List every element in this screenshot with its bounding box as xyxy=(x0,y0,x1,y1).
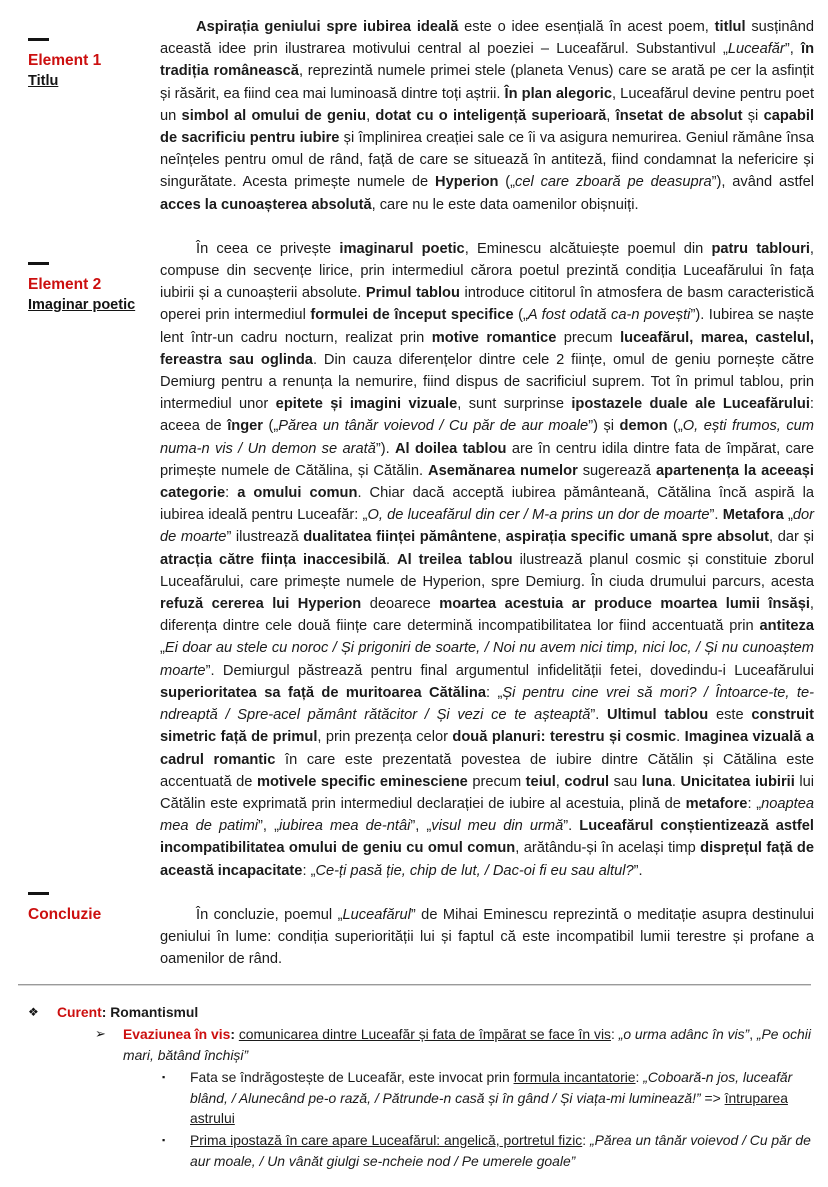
text-run: formulei de început specifice xyxy=(310,307,514,324)
text-run: („ xyxy=(262,418,279,435)
text-run: Prima ipostază în care apare Luceafărul: angelică, portretul fizic xyxy=(190,1132,583,1149)
text-run: susținând această idee prin ilustrarea motivului central al poeziei – Luceafărul. Substantivul „ xyxy=(160,19,814,58)
text-run: „o urma adânc în vis” xyxy=(618,1026,750,1043)
section-dash xyxy=(28,892,49,895)
text-run: imaginarul poetic xyxy=(339,240,465,257)
note-text xyxy=(123,1024,812,1066)
text-run: motive romantice xyxy=(431,329,557,346)
text-run: moartea acestuia ar produce moartea lumii însăși xyxy=(439,596,810,613)
text-run: , Eminescu alcătuiește poemul din xyxy=(464,240,712,257)
text-run: superioritatea sa față de muritoarea Cătălina xyxy=(160,684,486,701)
text-run: Luceafărul xyxy=(342,906,411,923)
text-run: noaptea mea de patimi xyxy=(160,795,815,835)
text-run: introduce cititorul în atmosfera de basm caracteristică operei prin intermediul xyxy=(160,285,814,324)
note-item xyxy=(0,1067,812,1129)
text-run: „Pe ochii mari, bătând închiși” xyxy=(123,1026,811,1063)
text-run: , compuse din secvențe lirice, prin intermediul cărora poetul prezintă condiția Luceafărului în fața iubirii și a cunoașterii absolute. xyxy=(160,240,814,302)
text-run: luceafărul, marea, castelul, fereastra sau oglinda xyxy=(160,329,814,368)
text-run: În ceea ce privește xyxy=(196,240,340,257)
text-run: „Coboară-n jos, luceafăr blând, / Alunecând pe-o rază, / Pătrunde-n casă și în gând / Și viața-mi luminează!” xyxy=(190,1068,793,1106)
text-run: În plan alegoric xyxy=(504,85,613,102)
text-run: („ xyxy=(513,307,528,324)
horizontal-divider xyxy=(18,984,811,986)
text-run: O, ești frumos, cum numa-n vis / Un demon se arată xyxy=(160,418,815,457)
text-run: precum xyxy=(467,773,526,790)
text-run: , dar și xyxy=(769,529,815,546)
text-run: : xyxy=(230,1026,239,1043)
text-run: : xyxy=(635,1068,644,1085)
text-run: Ei doar au stele cu noroc / Și prigoniri de soarte, / Noi nu avem nici timp, nici loc, / Și nu cunoaștem moarte xyxy=(160,640,814,679)
note-item xyxy=(0,1002,812,1023)
text-run: Imaginea vizuală a cadrul romantic xyxy=(160,729,814,768)
text-run: ”. xyxy=(563,818,580,835)
bullet-icon: ▪ xyxy=(162,1135,166,1146)
text-run: construit simetric față de primul xyxy=(160,707,814,746)
text-run: este o idee esențială în acest poem, xyxy=(458,19,715,35)
text-run: atracția către ființa inaccesibilă xyxy=(160,551,386,568)
text-run: Luceafăr xyxy=(727,41,785,58)
text-run: deoarece xyxy=(361,596,440,613)
text-run: Asemănarea numelor xyxy=(428,462,578,479)
note-text xyxy=(190,1130,812,1172)
text-run: formula incantatorie xyxy=(513,1068,636,1085)
text-run: ”). xyxy=(375,440,395,457)
section-title: Element 2 xyxy=(28,276,102,293)
text-run: => xyxy=(700,1089,725,1106)
text-run: metafore xyxy=(685,795,748,812)
text-run: . xyxy=(676,729,685,746)
text-run: epitete și imagini vizuale xyxy=(275,396,458,413)
text-run: sau xyxy=(609,773,642,790)
text-run: Aspirația geniului spre iubirea ideală xyxy=(196,19,459,35)
text-run: dor de moarte xyxy=(160,507,815,546)
text-run: ”). Iubirea se naște lent într-un cadru nocturn, realizat prin xyxy=(160,307,814,346)
text-run: Al doilea tablou xyxy=(394,440,507,457)
text-run: visul meu din urmă xyxy=(431,818,564,835)
text-run: patru tablouri xyxy=(711,240,810,257)
text-run: , arătându-și în același timp xyxy=(515,840,701,857)
text-run: este xyxy=(708,707,752,724)
text-run: ” ilustrează xyxy=(226,529,304,546)
text-run: Primul tablou xyxy=(365,285,460,302)
text-run: și împlinirea creației sale ce îi va asigura nemurirea. Geniul rămâne însa neînțeles pentru omul de rând, față de care se situează în antiteză, fiind condamnat la nefericire și singurătate. Acesta primește numele de xyxy=(160,130,814,191)
text-run: , xyxy=(497,529,506,546)
text-run: ”), având astfel xyxy=(711,174,814,191)
section-dash xyxy=(28,38,49,41)
text-run: acces la cunoașterea absolută xyxy=(160,196,372,213)
notes-list xyxy=(0,1002,812,1171)
note-text xyxy=(190,1067,812,1129)
section-subtitle: Imaginar poetic xyxy=(28,297,136,313)
text-run: demon xyxy=(619,418,668,435)
text-run: dualitatea ființei pământene xyxy=(303,529,498,546)
text-run: Metafora xyxy=(722,507,784,524)
text-run: . Din cauza diferențelor dintre cele 2 ființe, omul de geniu pornește către Demiurg pentru a renunța la nemurire, fiind dispus de sacrificiul suprem. Tot în primul tablou, prin intermediul unor xyxy=(160,351,814,413)
text-run: sugerează xyxy=(577,462,657,479)
text-run: : „ xyxy=(485,684,503,701)
text-run: ”. xyxy=(633,862,643,879)
note-text xyxy=(57,1002,812,1023)
text-run: : xyxy=(225,485,238,502)
text-run: cel care zboară pe deasupra xyxy=(515,174,712,191)
text-run: lui Cătălin este exprimată prin intermediul declarației de iubire al acestuia, plină de xyxy=(160,773,814,812)
text-run: ipostazele duale ale Luceafărului xyxy=(571,396,810,413)
text-run: , diferența dintre cele două ființe care determină incompatibilitatea lor fiind accentuată prin xyxy=(160,596,814,635)
text-run: Părea un tânăr voievod / Cu păr de aur moale xyxy=(278,418,589,435)
text-run: . xyxy=(385,551,397,568)
text-run: Hyperion xyxy=(435,174,499,191)
text-run: „ xyxy=(783,507,793,524)
text-run: ”, „ xyxy=(258,818,279,835)
text-run: O, de luceafărul din cer / M-a prins un dor de moarte xyxy=(367,507,710,524)
text-run: ”. xyxy=(709,507,723,524)
text-run: codrul xyxy=(564,773,610,790)
text-run: aspirația specific umană spre absolut xyxy=(505,529,770,546)
text-run: „ xyxy=(160,640,165,657)
text-run: în tradiția românească xyxy=(160,41,815,80)
text-run: antiteza xyxy=(759,618,814,635)
text-run: Evaziunea în vis xyxy=(123,1026,231,1043)
text-run: Unicitatea iubirii xyxy=(680,773,795,790)
text-run: și xyxy=(742,107,764,124)
text-run: simbol al omului de geniu xyxy=(181,107,367,124)
text-run: . xyxy=(671,773,681,790)
text-run: înger xyxy=(227,418,263,435)
text-run: Luceafărul conștientizează astfel incompatibilitatea omului de geniu cu omul comun xyxy=(160,818,814,857)
text-run: A fost odată ca-n povești xyxy=(527,307,691,324)
text-run: („ xyxy=(498,174,516,191)
text-run: două planuri: terestru și cosmic xyxy=(452,729,677,746)
text-run: apartenența la aceeași categorie xyxy=(160,462,814,502)
paragraph xyxy=(160,904,814,971)
text-run: însetat de absolut xyxy=(615,107,743,124)
sidebar-label-element-1 xyxy=(28,38,156,92)
section-title: Concluzie xyxy=(28,906,102,923)
text-run: motivele specific eminesciene xyxy=(256,773,468,790)
paragraph xyxy=(160,238,814,882)
text-run: , reprezintă numele primei stele (planeta Venus) care se arată pe cer la asfințit și răsărit, ea fiind cea mai luminoasă dintre toți aștrii. xyxy=(160,63,814,102)
text-run: : xyxy=(610,1026,619,1043)
text-run: : aceea de xyxy=(160,396,814,435)
text-run: ”, xyxy=(784,41,801,58)
text-run: Al treilea tablou xyxy=(397,551,513,568)
text-run: , Luceafărul devine pentru poet un xyxy=(160,85,815,124)
text-run: , prin prezența celor xyxy=(317,729,453,746)
text-run: Ultimul tablou xyxy=(607,707,709,724)
bullet-icon: ➢ xyxy=(95,1026,106,1042)
text-run: disprețul față de această incapacitate xyxy=(160,840,814,879)
text-run: luna xyxy=(641,773,672,790)
text-run: titlul xyxy=(714,19,746,35)
bullet-icon: ▪ xyxy=(162,1071,166,1082)
body-paragraphs xyxy=(160,16,814,970)
text-run: : „ xyxy=(747,795,762,812)
note-item xyxy=(0,1130,812,1172)
text-run: Fata se îndrăgostește de Luceafăr, este invocat prin xyxy=(190,1068,514,1085)
text-run: dotat cu o inteligență superioară xyxy=(375,107,607,124)
text-run: , xyxy=(366,107,376,124)
section-dash xyxy=(28,262,49,265)
text-run: comunicarea dintre Luceafăr și fata de împărat se face în vis xyxy=(238,1026,611,1043)
text-run: , care nu le este data oamenilor obișnuiți. xyxy=(371,196,639,213)
text-run: în care este prezentată povestea de iubire dintre Cătălin și Cătălina este accentuată de xyxy=(160,751,814,790)
section-title: Element 1 xyxy=(28,52,102,69)
sidebar-label-concluzie xyxy=(28,892,156,925)
paragraph xyxy=(160,16,814,216)
text-run: Curent xyxy=(57,1004,102,1021)
text-run: : „ xyxy=(302,862,316,879)
document-page xyxy=(0,16,828,1187)
text-run: ”, „ xyxy=(410,818,432,835)
text-run: are în centru idila dintre fata de împărat, care primește numele de Cătălina, și Cătălin. xyxy=(160,440,814,479)
text-run: ”. Demiurgul păstrează pentru final argumentul infidelității fetei, dovedindu-i Luceafărului xyxy=(205,662,814,679)
text-run: („ xyxy=(667,418,683,435)
text-run: ”) și xyxy=(588,418,620,435)
text-run: , xyxy=(606,107,616,124)
text-run: întruparea astrului xyxy=(190,1089,788,1127)
text-run: iubirea mea de-ntâi xyxy=(278,818,411,835)
text-run: : xyxy=(582,1132,590,1149)
text-run: Ce-ți pasă ție, chip de lut, / Dac-oi fi eu sau altul? xyxy=(315,862,634,879)
text-run: precum xyxy=(556,329,621,346)
text-run: teiul xyxy=(525,773,556,790)
bullet-icon: ❖ xyxy=(28,1005,39,1020)
text-run: ” de Mihai Eminescu reprezintă o meditație asupra destinului geniului în lume: condiția superiorității lui și faptul că este incompatibil lumii terestre și profane a oamenilor de rând. xyxy=(160,906,814,968)
text-run: . Chiar dacă acceptă iubirea pământeană, Cătălina încă aspiră la iubirea ideală pentru Luceafăr: „ xyxy=(160,485,814,524)
sidebar-label-element-2 xyxy=(28,262,156,316)
text-run: Și pentru cine vrei să mori? / Întoarce-te, te-ndreaptă / Spre-acel pământ rătăcitor / Și vezi ce te așteaptă xyxy=(160,684,814,724)
text-run: În concluzie, poemul „ xyxy=(196,906,343,923)
section-subtitle: Titlu xyxy=(28,73,59,89)
text-run: ilustrează planul cosmic și constituie zborul Luceafărului, care primește numele de Hyperion, spre Demiurg. În ciuda drumului parcurs, acesta xyxy=(160,551,814,590)
text-run: : xyxy=(101,1004,111,1021)
text-run: a omului comun xyxy=(237,485,358,502)
text-run: ”. xyxy=(590,707,607,724)
text-run: capabil de sacrificiu pentru iubire xyxy=(160,107,815,147)
text-run: Romantismul xyxy=(110,1004,199,1021)
text-run: refuză cererea lui Hyperion xyxy=(160,596,362,613)
note-item xyxy=(0,1024,812,1066)
text-run: , xyxy=(749,1026,757,1043)
text-run: , xyxy=(555,773,565,790)
text-run: „Părea un tânăr voievod / Cu păr de aur moale, / Un vânăt giulgi se-ncheie nod / Pe umerele goale” xyxy=(190,1132,811,1169)
text-run: , sunt surprinse xyxy=(457,396,572,413)
